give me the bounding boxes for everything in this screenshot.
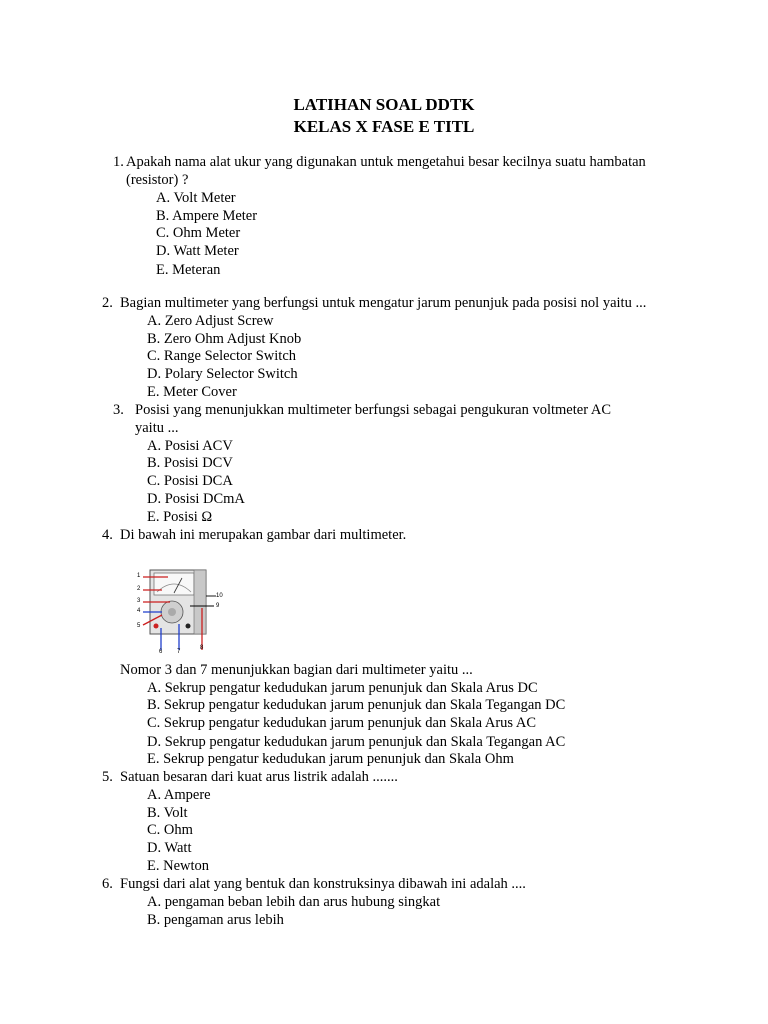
multimeter-diagram <box>132 566 228 656</box>
answer-option: D. Posisi DCmA <box>147 491 245 507</box>
answer-option: C. Ohm Meter <box>156 225 241 241</box>
question-text: Fungsi dari alat yang bentuk dan konstruksinya dibawah ini adalah .... <box>120 876 526 892</box>
question-text-continued: yaitu ... <box>135 420 179 436</box>
question-number: 4. <box>102 527 113 543</box>
answer-option: D. Watt Meter <box>156 243 239 259</box>
answer-option: B. pengaman arus lebih <box>147 912 284 928</box>
answer-option: A. Posisi ACV <box>147 438 233 454</box>
answer-option: B. Ampere Meter <box>156 208 258 224</box>
question-text: Bagian multimeter yang berfungsi untuk mengatur jarum penunjuk pada posisi nol yaitu ... <box>120 295 647 311</box>
answer-option: B. Posisi DCV <box>147 455 233 471</box>
question-number: 3. <box>113 402 124 418</box>
answer-option: C. Ohm <box>147 822 193 838</box>
answer-option: C. Range Selector Switch <box>147 348 297 364</box>
figure-label: 8 <box>200 645 204 651</box>
answer-option: A. Volt Meter <box>156 190 236 206</box>
question-text: Posisi yang menunjukkan multimeter berfungsi sebagai pengukuran voltmeter AC <box>135 402 611 418</box>
figure-label: 4 <box>137 608 141 614</box>
question-number: 6. <box>102 876 113 892</box>
figure-label: 5 <box>137 623 141 629</box>
answer-option: B. Zero Ohm Adjust Knob <box>147 331 302 347</box>
answer-option: E. Meteran <box>156 262 221 278</box>
answer-option: B. Sekrup pengatur kedudukan jarum penunjuk dan Skala Tegangan DC <box>147 697 566 713</box>
answer-option: E. Posisi Ω <box>147 509 213 525</box>
question-text: Satuan besaran dari kuat arus listrik adalah ....... <box>120 769 398 785</box>
multimeter-figure <box>132 566 228 656</box>
page-subtitle: KELAS X FASE E TITL <box>293 117 475 136</box>
answer-option: A. pengaman beban lebih dan arus hubung singkat <box>147 894 441 910</box>
question-number: 5. <box>102 769 113 785</box>
figure-label: 7 <box>177 649 181 655</box>
page-title: LATIHAN SOAL DDTK <box>293 95 475 114</box>
answer-option: B. Volt <box>147 805 188 821</box>
answer-option: A. Zero Adjust Screw <box>147 313 274 329</box>
answer-option: D. Polary Selector Switch <box>147 366 298 382</box>
question-text-continued: (resistor) ? <box>126 172 189 188</box>
figure-label: 9 <box>216 603 220 609</box>
answer-option: C. Sekrup pengatur kedudukan jarum penunjuk dan Skala Arus AC <box>147 715 537 731</box>
figure-label: 2 <box>137 586 141 592</box>
figure-label: 1 <box>137 573 141 579</box>
answer-option: D. Sekrup pengatur kedudukan jarum penunjuk dan Skala Tegangan AC <box>147 734 566 750</box>
question-subtext: Nomor 3 dan 7 menunjukkan bagian dari multimeter yaitu ... <box>120 662 473 678</box>
answer-option: D. Watt <box>147 840 192 856</box>
question-number: 1. <box>113 154 124 170</box>
figure-label: 6 <box>159 649 163 655</box>
question-number: 2. <box>102 295 113 311</box>
answer-option: C. Posisi DCA <box>147 473 233 489</box>
figure-label: 3 <box>137 598 141 604</box>
answer-option: A. Sekrup pengatur kedudukan jarum penunjuk dan Skala Arus DC <box>147 680 538 696</box>
answer-option: E. Meter Cover <box>147 384 237 400</box>
answer-option: E. Newton <box>147 858 210 874</box>
question-text: Di bawah ini merupakan gambar dari multimeter. <box>120 527 407 543</box>
answer-option: E. Sekrup pengatur kedudukan jarum penunjuk dan Skala Ohm <box>147 751 514 767</box>
figure-label: 10 <box>216 593 223 599</box>
answer-option: A. Ampere <box>147 787 211 803</box>
question-text: Apakah nama alat ukur yang digunakan untuk mengetahui besar kecilnya suatu hambatan <box>126 154 646 170</box>
